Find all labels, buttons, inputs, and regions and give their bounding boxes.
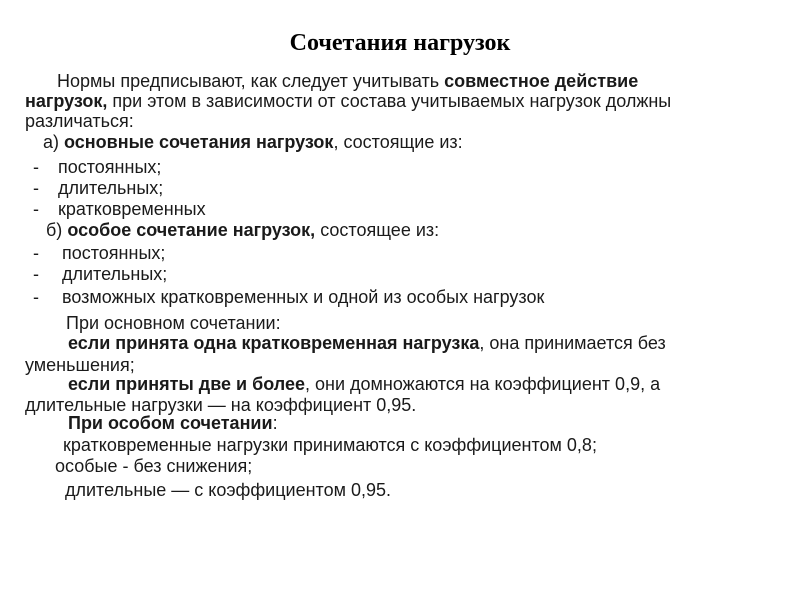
- bullet-line: [33, 264, 167, 284]
- text-line: [25, 111, 134, 131]
- text-line: [57, 71, 638, 91]
- text-segment: различаться:: [25, 111, 134, 131]
- dash-bullet: -: [33, 199, 39, 219]
- text-line: [65, 480, 391, 500]
- text-segment: нагрузок,: [25, 91, 108, 111]
- text-segment: :: [272, 413, 278, 433]
- bullet-line: [33, 199, 206, 219]
- text-line: [68, 333, 666, 353]
- text-line: [25, 355, 135, 375]
- text-segment: длительных;: [62, 264, 168, 284]
- text-segment: , они домножаются на коэффициент 0,9, а: [305, 374, 661, 394]
- text-segment: возможных кратковременных и одной из особых нагрузок: [62, 287, 545, 307]
- text-segment: особое сочетание нагрузок,: [67, 220, 316, 240]
- text-line: [25, 91, 671, 111]
- text-line: [43, 132, 463, 152]
- text-segment: уменьшения;: [25, 355, 135, 375]
- text-segment: а): [43, 132, 65, 152]
- text-segment: если приняты две и более: [68, 374, 305, 394]
- text-segment: основные сочетания нагрузок: [64, 132, 334, 152]
- text-segment: , состоящие из:: [333, 132, 463, 152]
- text-segment: При особом сочетании: [68, 413, 273, 433]
- text-line: [68, 413, 278, 433]
- text-segment: длительные — с коэффициентом 0,95.: [65, 480, 392, 500]
- text-line: [25, 395, 416, 415]
- text-segment: постоянных;: [58, 157, 162, 177]
- text-segment: длительных;: [58, 178, 164, 198]
- text-segment: особые - без снижения;: [55, 456, 253, 476]
- bullet-line: [33, 287, 544, 307]
- text-segment: Нормы предписывают, как следует учитывать: [57, 71, 445, 91]
- text-segment: при этом в зависимости от состава учитываемых нагрузок должны: [107, 91, 672, 111]
- text-segment: состоящее из:: [315, 220, 440, 240]
- text-segment: кратковременных: [58, 199, 206, 219]
- text-segment: длительные нагрузки — на коэффициент 0,95.: [25, 395, 417, 415]
- text-line: [46, 220, 439, 240]
- bullet-line: [33, 243, 165, 263]
- text-segment: если принята одна кратковременная нагрузка: [68, 333, 480, 353]
- dash-bullet: -: [33, 157, 39, 177]
- text-segment: б): [46, 220, 68, 240]
- bullet-line: [33, 178, 163, 198]
- bullet-line: [33, 157, 161, 177]
- dash-bullet: -: [33, 243, 39, 263]
- text-line: [55, 456, 252, 476]
- dash-bullet: -: [33, 264, 39, 284]
- slide-title: Сочетания нагрузок: [289, 30, 511, 56]
- dash-bullet: -: [33, 287, 39, 307]
- text-segment: При основном сочетании:: [66, 313, 281, 333]
- text-segment: , она принимается без: [479, 333, 666, 353]
- text-segment: постоянных;: [62, 243, 166, 263]
- text-segment: кратковременные нагрузки принимаются с коэффициентом 0,8;: [63, 435, 597, 455]
- text-segment: совместное действие: [444, 71, 639, 91]
- text-line: [63, 435, 597, 455]
- text-line: [68, 374, 660, 394]
- dash-bullet: -: [33, 178, 39, 198]
- text-line: [66, 313, 281, 333]
